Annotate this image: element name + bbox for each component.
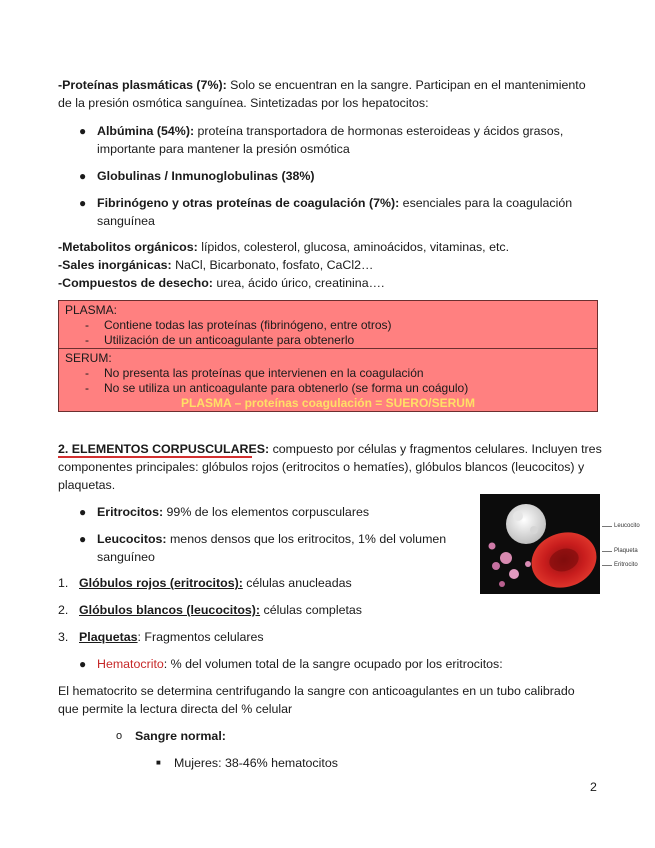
plasma-box: PLASMA: - Contiene todas las proteínas (fibrinógeno, entre otros) - Utilización de un anticoagulante para obtenerlo — [58, 300, 598, 349]
blood-cells-image — [480, 494, 600, 594]
list-item-eritrocitos: Eritrocitos: 99% de los elementos corpusculares — [97, 505, 370, 519]
section2-intro-cont: componentes principales: glóbulos rojos (eritrocitos o hematíes), glóbulos blancos (leucocitos) y — [58, 460, 585, 474]
desecho-line: -Compuestos de desecho: urea, ácido úrico, creatinina…. — [58, 276, 385, 290]
plasma-title: PLASMA: — [65, 303, 118, 317]
list-number: 3. — [58, 630, 69, 644]
bullet-dot: ● — [79, 169, 87, 183]
mujeres-item: Mujeres: 38-46% hematocitos — [174, 756, 338, 770]
list-item-hematocrito: Hematocrito: % del volumen total de la sangre ocupado por los eritrocitos: — [97, 657, 503, 671]
bullet-dot: ● — [79, 505, 87, 519]
list-item-leucocitos-cont: sanguíneo — [97, 550, 155, 564]
label-plaqueta: Plaqueta — [614, 548, 638, 554]
numbered-item-globulos-rojos: Glóbulos rojos (eritrocitos): células anucleadas — [79, 576, 352, 590]
list-item-fibrinogeno-cont: sanguínea — [97, 214, 155, 228]
figure-labels — [602, 494, 652, 594]
list-item-albumina-cont: importante para mantener la presión osmótica — [97, 142, 350, 156]
label-leader — [602, 551, 612, 552]
list-item-fibrinogeno: Fibrinógeno y otras proteínas de coagulación (7%): esenciales para la coagulación — [97, 196, 573, 210]
list-number: 1. — [58, 576, 69, 590]
formula-text: PLASMA – proteínas coagulación = SUERO/SERUM — [181, 396, 475, 410]
list-item-albumina: Albúmina (54%): proteína transportadora de hormonas esteroideas y ácidos grasos, — [97, 124, 564, 138]
list-item-globulinas: Globulinas / Inmunoglobulinas (38%) — [97, 169, 315, 183]
bullet-dot: ● — [79, 657, 87, 671]
proteins-heading-cont: de la presión osmótica sanguínea. Sintetizadas por los hepatocitos: — [58, 96, 429, 110]
hematocrit-paragraph-cont: que permite la lectura directa del % celular — [58, 702, 293, 716]
bullet-dot: ● — [79, 196, 87, 210]
list-number: 2. — [58, 603, 69, 617]
hollow-bullet: o — [116, 730, 123, 742]
blood-cells-illustration — [480, 494, 600, 594]
label-leucocito: Leucocito — [614, 523, 640, 529]
sales-line: -Sales inorgánicas: NaCl, Bicarbonato, fosfato, CaCl2… — [58, 258, 374, 272]
label-eritrocito: Eritrocito — [614, 562, 638, 568]
numbered-item-globulos-blancos: Glóbulos blancos (leucocitos): células completas — [79, 603, 362, 617]
label-leader — [602, 565, 612, 566]
list-item-leucocitos: Leucocitos: menos densos que los eritrocitos, 1% del volumen — [97, 532, 447, 546]
section2-intro-cont: plaquetas. — [58, 478, 116, 492]
proteins-heading: -Proteínas plasmáticas (7%): Solo se encuentran en la sangre. Participan en el mantenimiento — [58, 78, 586, 92]
serum-title: SERUM: — [65, 351, 112, 365]
sangre-normal-title: Sangre normal: — [135, 729, 226, 743]
section2-intro: 2. ELEMENTOS CORPUSCULARES: compuesto por células y fragmentos celulares. Incluyen tres — [58, 442, 602, 456]
square-bullet: ■ — [156, 758, 161, 767]
bullet-dot: ● — [79, 532, 87, 546]
bullet-dot: ● — [79, 124, 87, 138]
label-leader — [602, 526, 612, 527]
numbered-item-plaquetas: Plaquetas: Fragmentos celulares — [79, 630, 264, 644]
page-number: 2 — [590, 780, 597, 794]
serum-box: SERUM: - No presenta las proteínas que intervienen en la coagulación - No se utiliza un anticoagulante para obtenerlo (se forma un coágulo) PLASMA – proteínas coagulación = SUERO/SERUM — [58, 348, 598, 412]
metabolitos-line: -Metabolitos orgánicos: lípidos, colesterol, glucosa, aminoácidos, vitaminas, etc. — [58, 240, 510, 254]
hematocrit-paragraph: El hematocrito se determina centrifugando la sangre con anticoagulantes en un tubo calibrado — [58, 684, 575, 698]
